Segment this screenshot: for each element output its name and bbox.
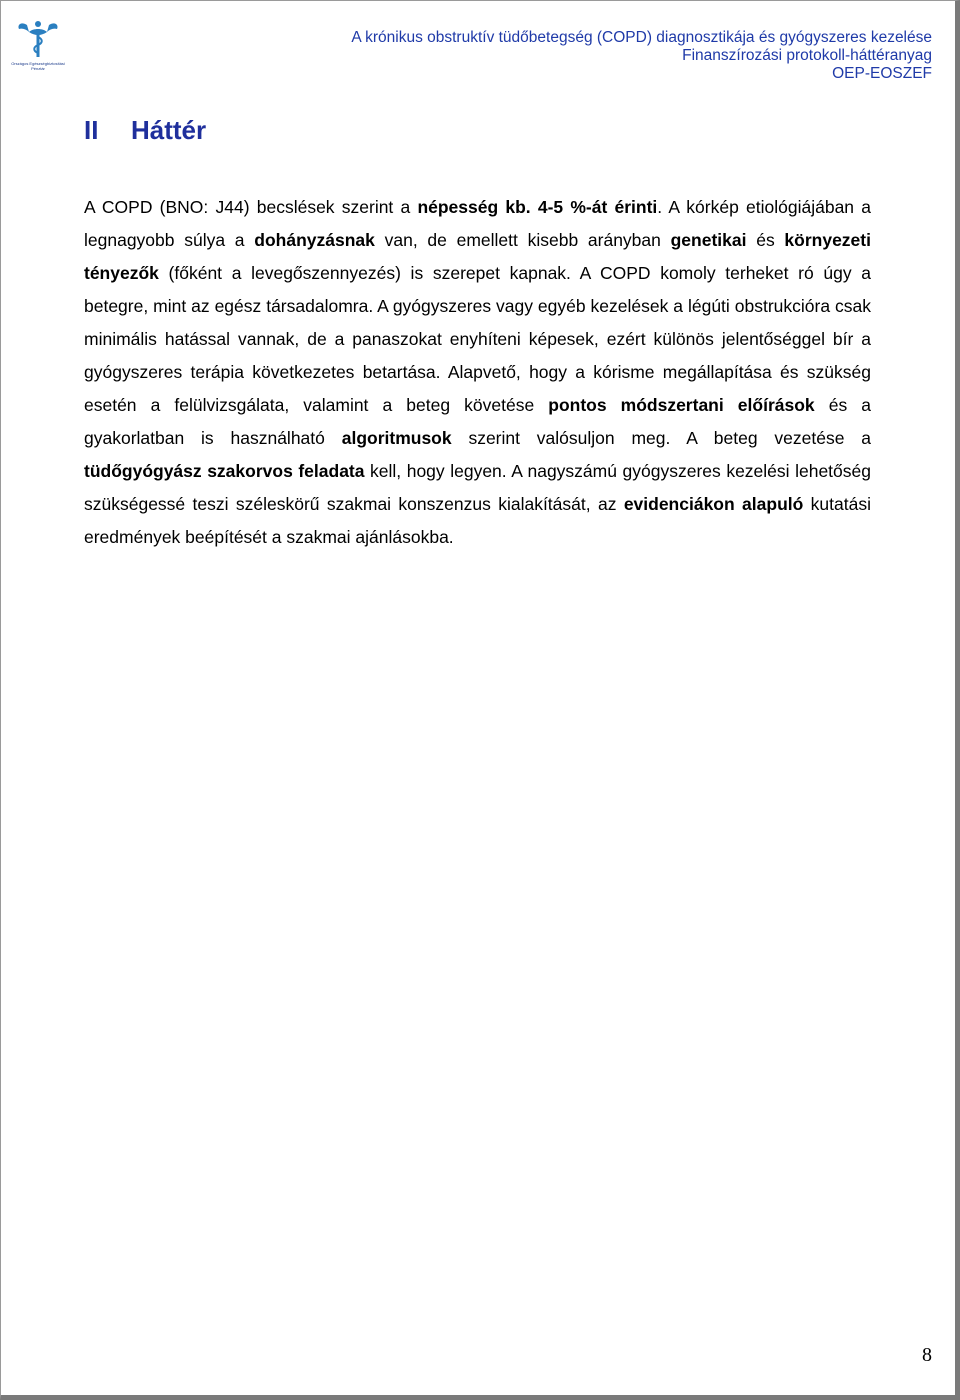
body-bold-segment: genetikai	[670, 230, 747, 250]
body-text-segment: A COPD (BNO: J44) becslések szerint a	[84, 197, 418, 217]
header-line-1: A krónikus obstruktív tüdőbetegség (COPD) diagnosztikája és gyógyszeres kezelése	[351, 29, 932, 46]
body-bold-segment: evidenciákon alapuló	[623, 494, 804, 514]
body-paragraph	[84, 191, 871, 554]
body-text-segment: van, de emellett kisebb arányban	[374, 230, 671, 250]
logo-text-line2: Pénztár	[31, 66, 45, 71]
oep-logo	[7, 19, 69, 75]
section-number: II	[84, 115, 99, 145]
body-bold-segment: pontos módszertani előírások	[548, 395, 815, 415]
section-heading	[84, 115, 206, 146]
logo-text-line1: Országos Egészségbiztosítási	[11, 61, 65, 66]
body-text-segment: szerint valósuljon meg. A beteg vezetése a	[451, 428, 871, 448]
body-bold-segment: algoritmusok	[341, 428, 452, 448]
page-number: 8	[922, 1344, 932, 1366]
body-text-segment: és a gyakorlatban is használható	[84, 395, 871, 448]
body-bold-segment: dohányzásnak	[254, 230, 375, 250]
body-bold-segment: népesség kb. 4-5 %-át érinti	[417, 197, 658, 217]
body-text-segment: . A kórkép etiológiájában a legnagyobb súlya a	[84, 197, 871, 250]
body-bold-segment: környezeti tényezők	[84, 230, 871, 283]
body-text-segment: kell, hogy legyen. A nagyszámú gyógyszeres kezelési lehetőség szükségessé teszi széleskörű szakmai konszenzus kialakítását, az	[84, 461, 871, 514]
section-title: Háttér	[131, 115, 207, 145]
body-bold-segment: tüdőgyógyász szakorvos feladata	[84, 461, 365, 481]
header-line-2: Finanszírozási protokoll-háttéranyag	[682, 47, 932, 64]
body-text-segment: és	[746, 230, 785, 250]
caduceus-logo-icon	[7, 19, 69, 63]
body-text-segment: kutatási eredmények beépítését a szakmai ajánlásokba.	[84, 494, 871, 547]
running-header	[351, 29, 932, 83]
body-text-segment: (főként a levegőszennyezés) is szerepet kapnak. A COPD komoly terheket ró úgy a betegre, mint az egész társadalomra. A gyógyszeres vagy egyéb kezelések a légúti obstrukcióra csak minimális hatással vannak, de a panaszokat enyhíteni képesek, ezért különös jelentőséggel bír a gyógyszeres terápia következetes betartása. Alapvető, hogy a kórisme megállapítása és szükség esetén a felülvizsgálata, valamint a beteg követése	[84, 263, 871, 415]
header-line-3: OEP-EOSZEF	[832, 65, 932, 82]
